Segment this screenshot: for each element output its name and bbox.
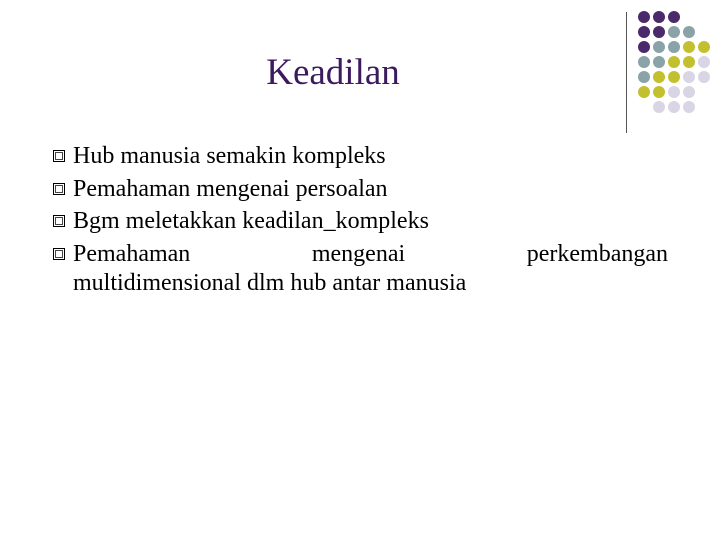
bullet-item (48, 207, 668, 236)
bullet-text-line-2: multidimensional dlm hub antar manusia (73, 269, 467, 296)
slide-title: Keadilan (266, 52, 400, 93)
decorative-dot (638, 41, 650, 53)
decorative-dot (668, 71, 680, 83)
decorative-dot (683, 56, 695, 68)
bullet-item (48, 240, 668, 298)
bullet-item (48, 175, 668, 204)
bullet-list (48, 142, 668, 301)
decorative-dot (653, 41, 665, 53)
decorative-dot (698, 41, 710, 53)
decorative-dot (668, 26, 680, 38)
decorative-dot (653, 11, 665, 23)
decorative-dot (668, 86, 680, 98)
decorative-dot (638, 71, 650, 83)
bullet-text-line-1: Pemahaman mengenai perkembangan (73, 240, 668, 267)
decorative-dot (698, 71, 710, 83)
decorative-dot (683, 71, 695, 83)
bullet-text: Hub manusia semakin kompleks (73, 143, 386, 169)
decorative-dot (653, 86, 665, 98)
bullet-item (48, 142, 668, 171)
decorative-dot-grid (638, 11, 718, 121)
decorative-dot (683, 101, 695, 113)
decorative-dot (653, 26, 665, 38)
decorative-dot (683, 41, 695, 53)
decorative-dot (638, 26, 650, 38)
checkbox-square-icon (53, 248, 65, 260)
bullet-text: Pemahaman mengenai persoalan (73, 175, 388, 202)
decorative-dot (668, 11, 680, 23)
decorative-dot (698, 56, 710, 68)
decorative-dot (683, 26, 695, 38)
decorative-dot (638, 11, 650, 23)
decorative-dot (638, 86, 650, 98)
decorative-dot (668, 56, 680, 68)
checkbox-square-icon (53, 183, 65, 195)
decorative-dot (653, 101, 665, 113)
decorative-dot (683, 86, 695, 98)
checkbox-square-icon (53, 215, 65, 227)
checkbox-square-icon (53, 150, 65, 162)
decorative-dot (668, 41, 680, 53)
vertical-divider (626, 12, 627, 133)
decorative-dot (668, 101, 680, 113)
bullet-text: Bgm meletakkan keadilan_kompleks (73, 208, 429, 234)
decorative-dot (638, 56, 650, 68)
decorative-dot (653, 56, 665, 68)
decorative-dot (653, 71, 665, 83)
